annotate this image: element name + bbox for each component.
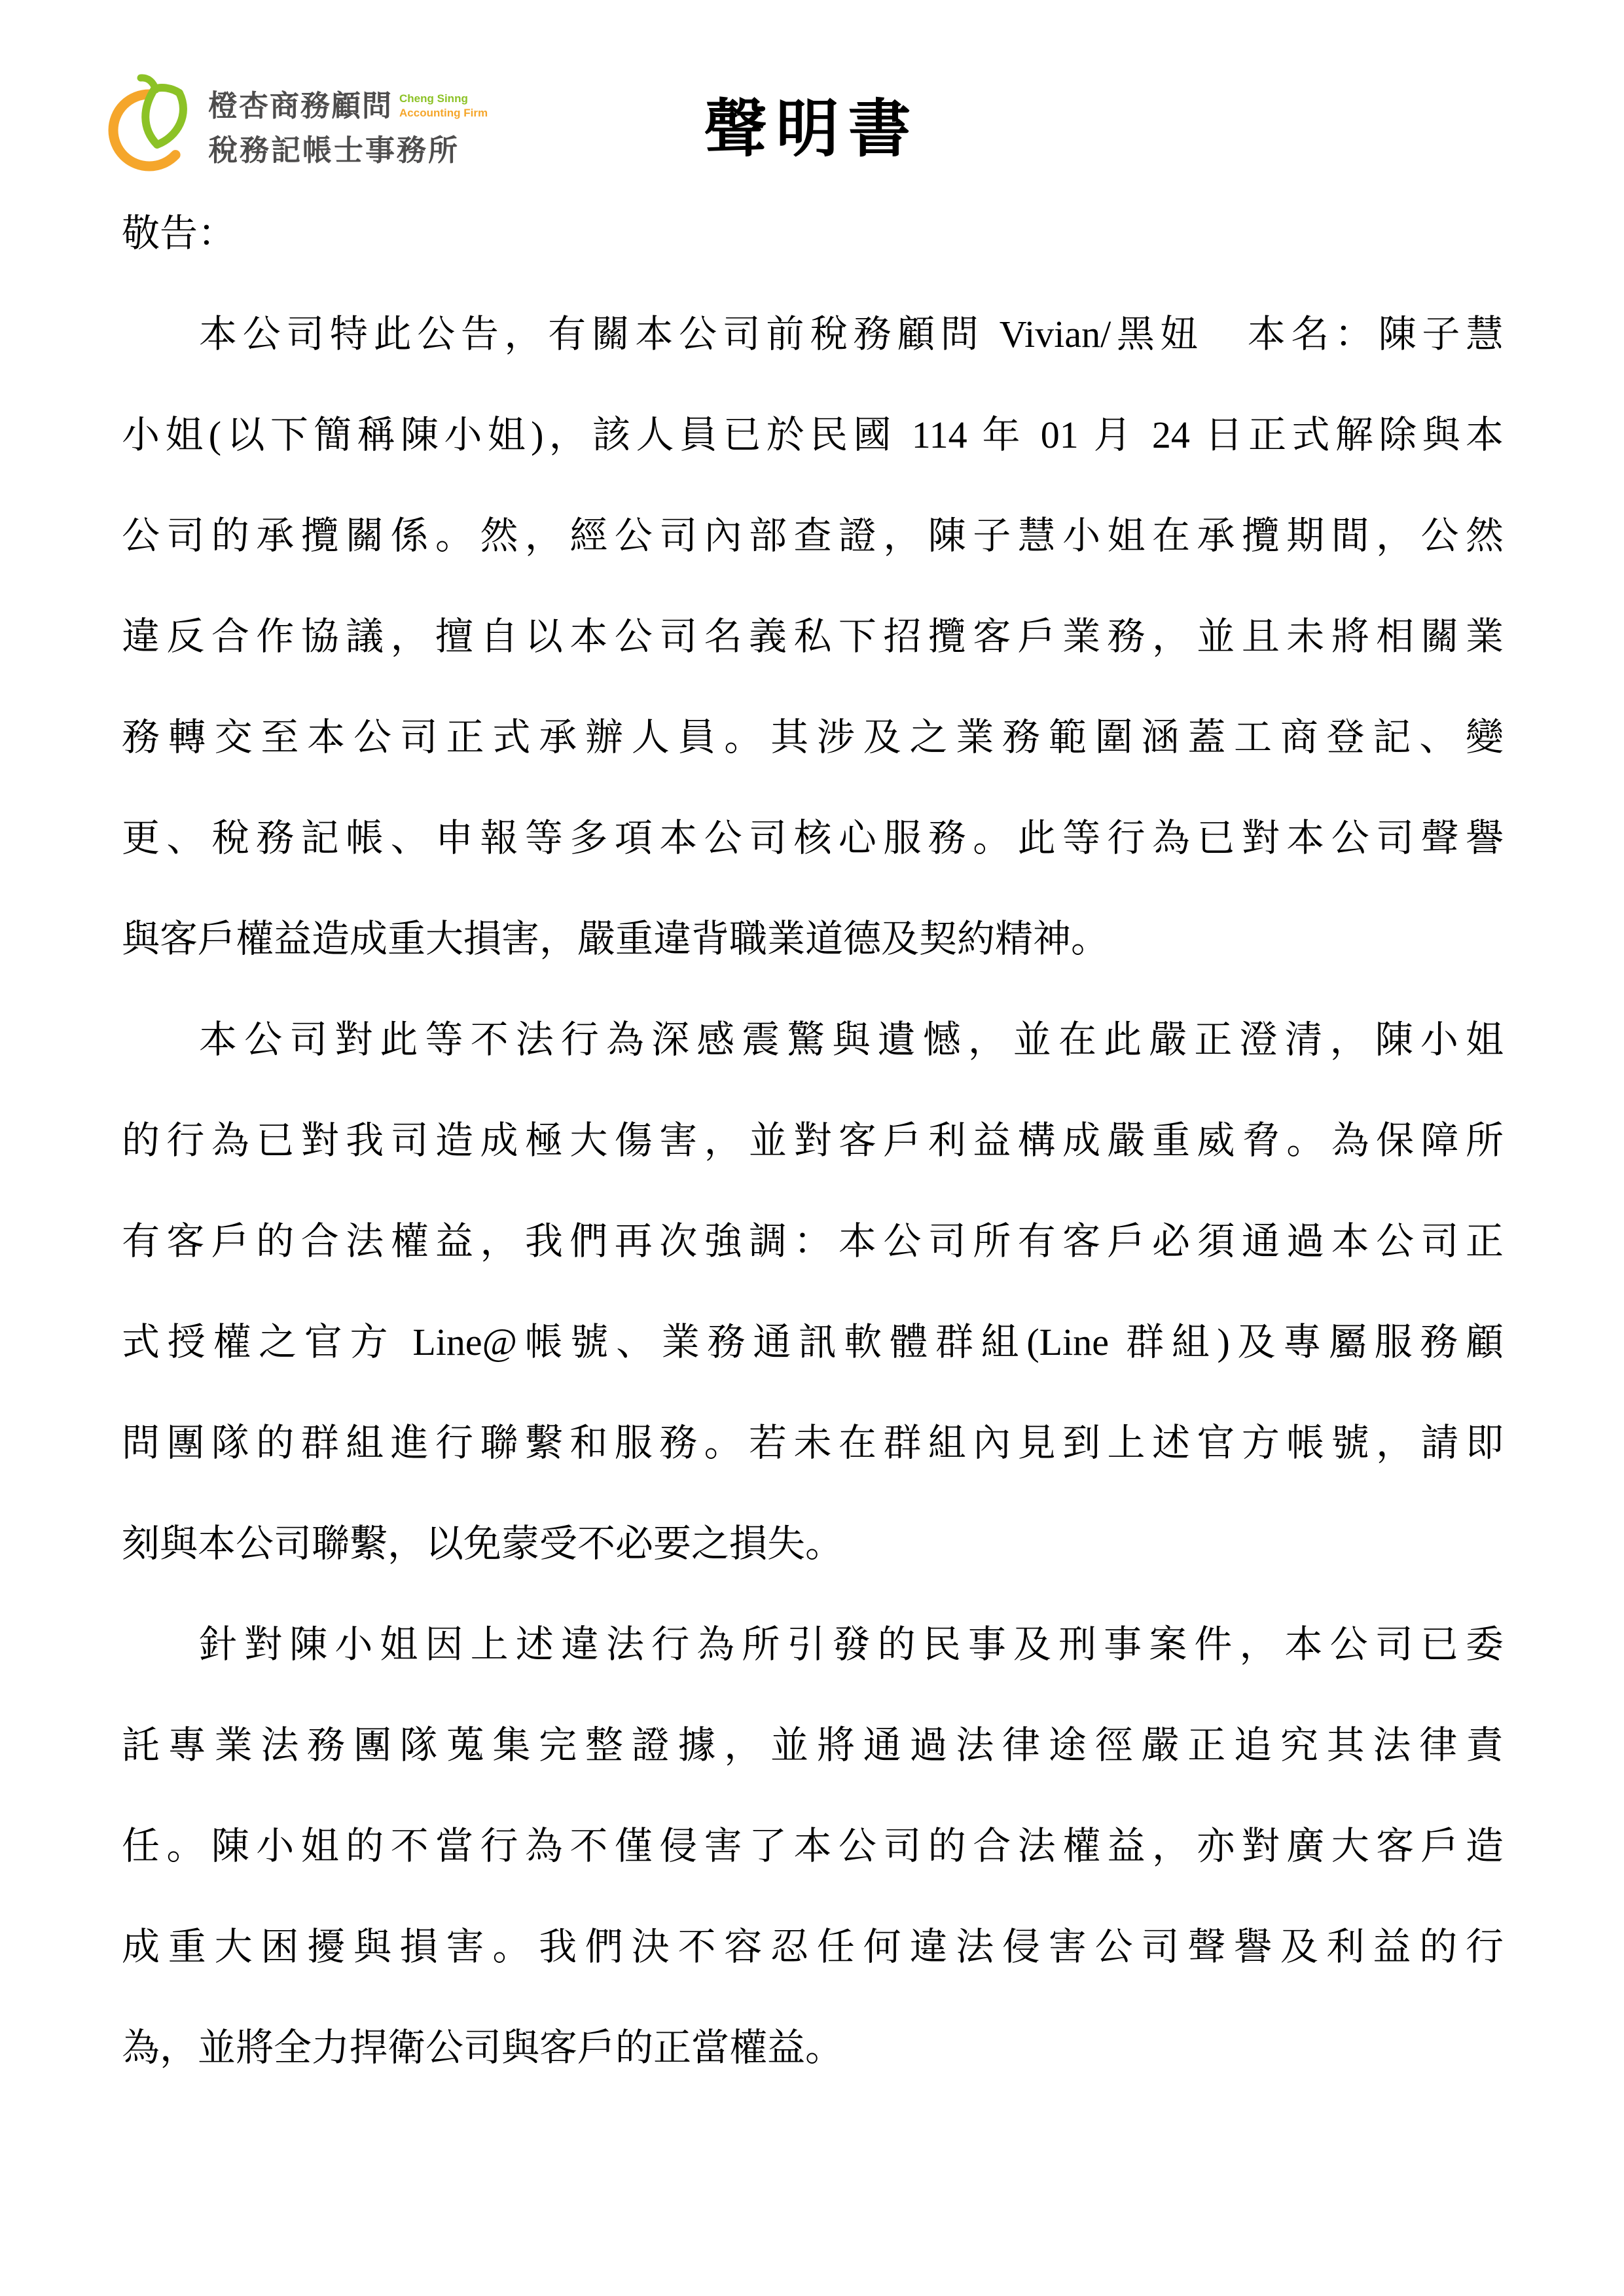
body-line: 小姐(以下簡稱陳小姐)，該人員已於民國 114 年 01 月 24 日正式解除與本 [122, 414, 1504, 456]
body-line: 更、稅務記帳、申報等多項本公司核心服務。此等行為已對本公司聲譽 [122, 817, 1504, 859]
document-body [122, 183, 1504, 2098]
logo-company-name-zh: 橙杏商務顧問 [208, 89, 393, 122]
logo-en-line1: Cheng Sinng [399, 92, 468, 105]
logo-company-subname-zh: 稅務記帳士事務所 [208, 134, 460, 167]
body-line: 託專業法務團隊蒐集完整證據，並將通過法律途徑嚴正追究其法律責 [122, 1724, 1504, 1767]
body-line: 為，並將全力捍衛公司與客戶的正當權益。 [122, 2026, 844, 2069]
body-line: 式授權之官方 Line@帳號、業務通訊軟體群組(Line 群組)及專屬服務顧 [122, 1321, 1504, 1363]
body-line: 違反合作協議，擅自以本公司名義私下招攬客戶業務，並且未將相關業 [122, 615, 1504, 658]
document-title: 聲明書 [704, 94, 920, 164]
body-line: 任。陳小姐的不當行為不僅侵害了本公司的合法權益，亦對廣大客戶造 [122, 1825, 1504, 1867]
body-line: 務轉交至本公司正式承辦人員。其涉及之業務範圍涵蓋工商登記、變 [122, 716, 1504, 759]
body-line: 公司的承攬關係。然，經公司內部查證，陳子慧小姐在承攬期間，公然 [122, 514, 1504, 557]
body-line: 問團隊的群組進行聯繫和服務。若未在群組內見到上述官方帳號，請即 [122, 1422, 1504, 1464]
body-line: 本公司對此等不法行為深感震驚與遺憾，並在此嚴正澄清，陳小姐 [199, 1018, 1504, 1061]
body-line: 成重大困擾與損害。我們決不容忍任何違法侵害公司聲譽及利益的行 [122, 1926, 1504, 1968]
body-line: 本公司特此公告，有關本公司前稅務顧問 Vivian/黑妞 本名：陳子慧 [199, 313, 1504, 355]
body-line: 刻與本公司聯繫，以免蒙受不必要之損失。 [122, 1522, 844, 1565]
body-line: 與客戶權益造成重大損害，嚴重違背職業道德及契約精神。 [122, 918, 1110, 960]
body-line: 有客戶的合法權益，我們再次強調：本公司所有客戶必須通過本公司正 [122, 1220, 1504, 1263]
body-line: 敬告： [122, 212, 236, 255]
body-line: 針對陳小姐因上述違法行為所引發的民事及刑事案件，本公司已委 [199, 1623, 1504, 1666]
logo-en-line2: Accounting Firm [399, 107, 488, 119]
body-line: 的行為已對我司造成極大傷害，並對客戶利益構成嚴重威脅。為保障所 [122, 1119, 1504, 1162]
